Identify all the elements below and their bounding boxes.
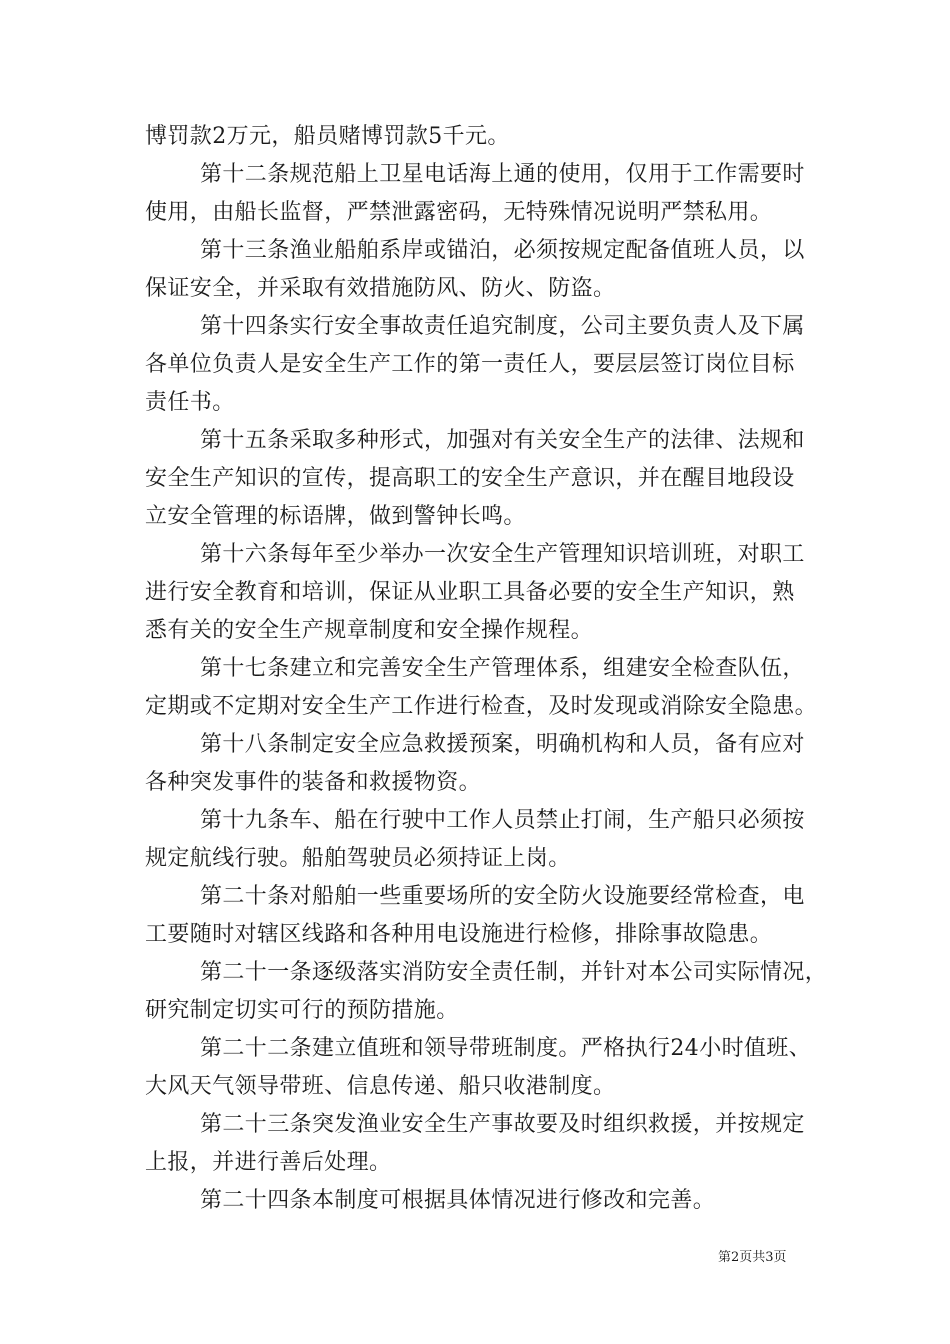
text-line: 第十六条每年至少举办一次安全生产管理知识培训班，对职工 [200, 542, 805, 567]
text-line: 保证安全，并采取有效措施防风、防火、防盗。 [145, 276, 616, 301]
text-line: 上报，并进行善后处理。 [145, 1150, 392, 1175]
text-line: 定期或不定期对安全生产工作进行检查，及时发现或消除安全隐患。 [145, 694, 818, 719]
text-line: 立安全管理的标语牌，做到警钟长鸣。 [145, 504, 526, 529]
text-line: 各单位负责人是安全生产工作的第一责任人，要层层签订岗位目标 [145, 352, 795, 377]
text-line: 第二十四条本制度可根据具体情况进行修改和完善。 [200, 1188, 716, 1213]
text-line: 第十三条渔业船舶系岸或锚泊，必须按规定配备值班人员，以 [200, 238, 805, 263]
text-line: 第十二条规范船上卫星电话海上通的使用，仅用于工作需要时 [200, 162, 805, 187]
document-page [145, 0, 828, 1344]
text-line: 第十四条实行安全事故责任追究制度，公司主要负责人及下属 [200, 314, 805, 339]
text-line: 安全生产知识的宣传，提高职工的安全生产意识，并在醒目地段设 [145, 466, 795, 491]
text-line: 第二十二条建立值班和领导带班制度。严格执行24小时值班、 [200, 1036, 812, 1061]
text-line: 第二十一条逐级落实消防安全责任制，并针对本公司实际情况， [200, 960, 828, 985]
text-line: 第十八条制定安全应急救援预案，明确机构和人员，备有应对 [200, 732, 805, 757]
text-line: 悉有关的安全生产规章制度和安全操作规程。 [145, 618, 594, 643]
text-line: 使用，由船长监督，严禁泄露密码，无特殊情况说明严禁私用。 [145, 200, 773, 225]
text-line: 第二十三条突发渔业安全生产事故要及时组织救援，并按规定 [200, 1112, 805, 1137]
text-line: 第十五条采取多种形式，加强对有关安全生产的法律、法规和 [200, 428, 805, 453]
text-line: 研究制定切实可行的预防措施。 [145, 998, 459, 1023]
text-line: 各种突发事件的装备和救援物资。 [145, 770, 482, 795]
text-line: 责任书。 [145, 390, 235, 415]
text-line: 第十九条车、船在行驶中工作人员禁止打闹，生产船只必须按 [200, 808, 805, 833]
text-line: 大风天气领导带班、信息传递、船只收港制度。 [145, 1074, 616, 1099]
text-line: 工要随时对辖区线路和各种用电设施进行检修，排除事故隐患。 [145, 922, 773, 947]
text-line: 博罚款2万元，船员赌博罚款5千元。 [145, 124, 510, 149]
page-number: 第2页共3页 [718, 1250, 787, 1265]
text-line: 第二十条对船舶一些重要场所的安全防火设施要经常检查，电 [200, 884, 805, 909]
text-line: 规定航线行驶。船舶驾驶员必须持证上岗。 [145, 846, 571, 871]
text-line: 第十七条建立和完善安全生产管理体系，组建安全检查队伍， [200, 656, 805, 681]
text-line: 进行安全教育和培训，保证从业职工具备必要的安全生产知识，熟 [145, 580, 795, 605]
